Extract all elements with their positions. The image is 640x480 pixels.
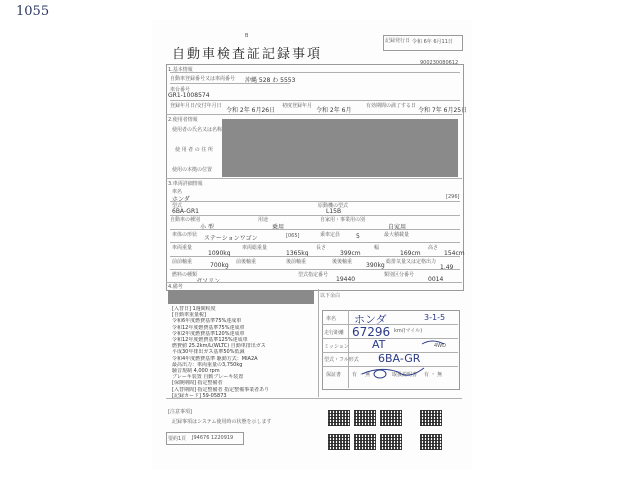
front-axle-label: 前前軸重 [172,259,193,265]
fuel-label: 燃料の種類 [172,272,198,278]
maker-code: [296] [446,194,460,200]
handwritten-strokes [322,310,458,390]
form-mileage-unit: km/(マイル) [394,328,423,334]
qr-code [354,410,376,426]
issue-date-label: 記録発行日 [385,38,411,44]
note-line: 最高出力：車両重量の3,750kg [172,361,243,368]
form-mileage-value: 67296 [352,325,391,339]
width-value: 169cm [400,250,421,257]
user-address-label: 使 用 者 の 住 所 [175,147,213,153]
rear-axle-value: 390kg [366,262,385,269]
model-value: 6BA-GR1 [172,208,199,215]
small-mark: B [245,33,249,39]
fuel-value: ガソリン [196,278,221,285]
gross-weight-label: 車両総重量 [242,245,268,251]
expiry-label: 有効期間の満了する日 [366,103,417,109]
form-warranty-label: 保証書 [326,372,342,378]
qr-code [354,434,376,450]
height-value: 154cm [444,250,465,257]
body-value: ステーションワゴン [204,235,258,242]
reg-number-value: 沖縄 528 わ 5553 [245,77,296,84]
form-transmission-label: ミッション [324,344,349,350]
first-reg-value: 令和 2年 6月26日 [226,107,276,114]
type-number-label: 型式指定番号 [298,272,329,278]
rear-front-label: 後前軸重 [286,259,307,265]
note-line: [記録カード] 59-05873 [172,392,227,399]
first-reg-label: 登録年月日/交付年月日 [170,103,222,109]
engine-label: 原動機の型式 [318,203,349,209]
qr-code [420,434,442,450]
capacity-value: 5 [356,233,360,240]
redacted-user-info [222,119,458,177]
barcode-area-label: 以下余白 [320,293,341,299]
qr-code [328,434,350,450]
form-mileage-label: 走行距離 [324,330,345,336]
user-name-label: 使用者の氏名又は名称 [172,127,223,133]
form-model-label: 型式・フル形式 [324,357,359,363]
qr-code [420,410,442,426]
reg-number-label: 自動車登録番号又は車両番号 [170,76,236,82]
form-maker-value: ホンダ [354,313,387,326]
width-label: 幅 [374,245,380,251]
body-code: [065] [286,233,300,239]
engine-value: L15B [326,208,342,215]
note-line: [自動車重量税] [172,312,206,319]
kind-label: 自動車の種別 [170,217,201,223]
note-line: [入替期間] 指定整備者 指定整備事業者あり [172,386,270,393]
notes-list [172,306,320,399]
note-line: 燃費値 25.2km/L(WLTC) 自動車排出ガス [172,343,266,350]
note-line: 平成30年排出ガス基準50%低減 [172,349,245,356]
section4-heading: 4.備考 [168,284,183,290]
vin-label: 車台番号 [170,87,191,93]
use-value: 乗用 [272,224,285,231]
form-transmission-value: AT [372,338,386,351]
qr-code [328,410,350,426]
section1-heading: 1.基本情報 [168,67,193,73]
maker-value: ホンダ [172,196,190,203]
form-manual-label: 取扱説明書 [392,372,418,378]
height-label: 高さ [428,245,439,251]
note-line: 令和12年度燃費基準75%達成車 [172,324,245,331]
category-label: 類別区分番号 [384,272,415,278]
expiry-value: 令和 7年 6月25日 [418,107,468,114]
qr-code [380,434,402,450]
rear-axle-label: 後後軸重 [332,259,353,265]
section3-heading: 3.車両詳細情報 [168,181,203,187]
document-number: 900230080612 [420,60,459,66]
notice-text: 記録事項はシステム使用時の状態を示します [172,419,272,425]
note-line: ブレーキ装置 自動ブレーキ装置 [172,374,244,381]
qr-code [380,410,402,426]
body-label: 車体の形状 [172,232,198,238]
length-value: 399cm [340,250,361,257]
first-year-value: 令和 2年 6月 [316,107,352,114]
form-model-value: 6BA-GR [378,352,421,365]
form-manual-options: 有 ・ 無 [424,372,443,378]
front-axle-value: 700kg [210,262,229,269]
document-title: 自動車検査証記録事項 [172,47,323,62]
type-number-value: 19440 [336,276,356,283]
section2-heading: 2.使用者情報 [168,117,198,123]
category-value: 0014 [428,276,444,283]
form-maker-extra: 3-1-5 [424,313,446,322]
model-label: 型式 [172,203,183,209]
front-rear-label: 前後軸重 [236,259,257,265]
first-year-label: 初度登録年月 [282,103,313,109]
note-line: 令和12年度燃費基準125%達成車 [172,337,248,344]
capacity-label: 乗車定員 [320,232,341,238]
note-line: [入替日] 1週間程度 [172,306,216,312]
note-line: 令和2年度燃費基準120%達成車 [172,330,245,337]
issue-date-value: 令和 6年 6月11日 [412,39,453,45]
form-warranty-options: 有 ・ 無 [352,372,371,378]
note-line: [保険期間] 指定整備者 [172,380,223,387]
note-line: 令和4年度燃費基準 駆動方式：MIA2A [172,355,258,362]
length-label: 長さ [316,245,327,251]
notice-label: [注意事項] [168,409,192,415]
handwritten-number: 1055 [16,4,50,19]
max-load-label: 最大積載量 [384,232,410,238]
displacement-label: 総排気量又は定格出力 [386,259,437,265]
sheet-value: J94676 1220919 [192,435,234,441]
vin-value: GR1-1008574 [168,92,210,99]
private-value: 自家用 [388,224,407,231]
note-line: 騒音規制 4,000 rpm [172,368,220,375]
kind-value: 小 型 [200,224,214,231]
gross-weight-value: 1365kg [286,250,309,257]
sheet-label: 要約1頁 [168,436,187,442]
private-label: 自家用・事業用の別 [320,217,366,223]
redacted-notes-header [168,290,314,304]
form-maker-label: 車名 [326,316,337,322]
maker-label: 車名 [172,189,183,195]
vehicle-weight-value: 1090kg [208,250,231,257]
displacement-value: 1.49 [440,264,454,271]
vehicle-weight-label: 車両重量 [172,245,193,251]
note-line: 令和6年度燃費基準75%達成車 [172,318,242,325]
use-label: 用途 [258,217,269,223]
base-location-label: 使用の本拠の位置 [172,167,213,173]
form-drive-value: 4WD [434,343,446,349]
